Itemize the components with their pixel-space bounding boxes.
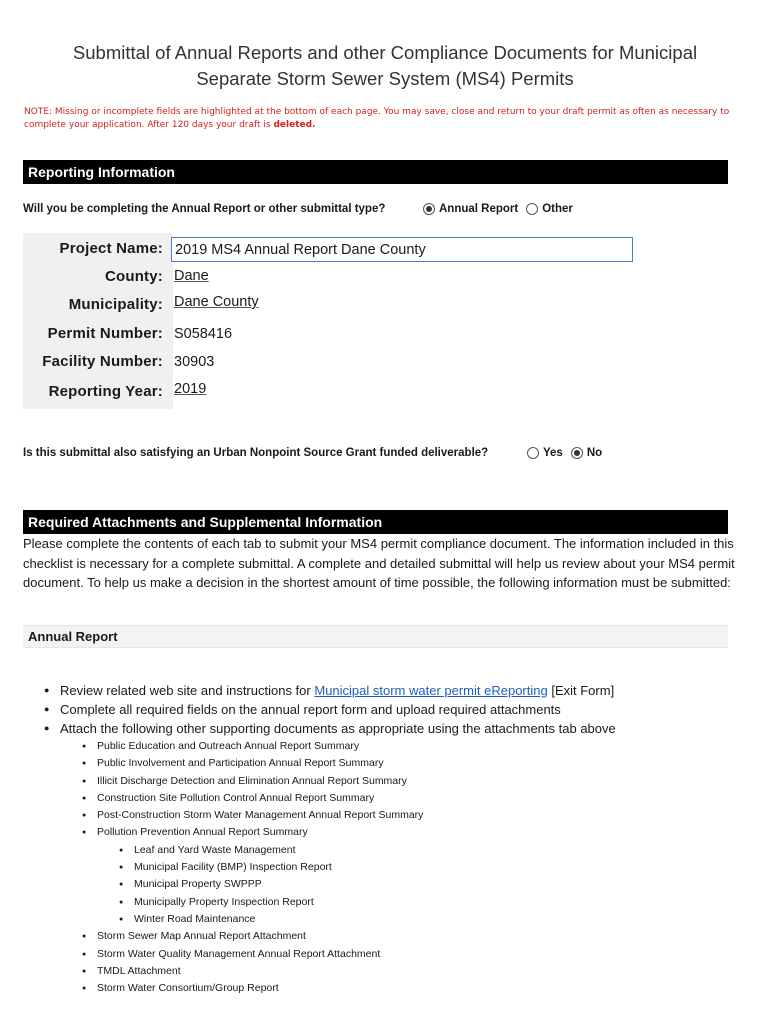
bullet1-suffix: [Exit Form] [547, 683, 615, 698]
grant-yes-label: Yes [543, 447, 563, 459]
project-name-label: Project Name: [59, 240, 163, 257]
pollution-prevention-list [119, 842, 734, 928]
attachments-instructions: Please complete the contents of each tab to submit your MS4 permit compliance document. The information included in this checklist is necessary for a complete submittal. A complete and detailed submittal will help us review about your MS4 permit document. To help us make a decision in the shortest amount of time possible, the following information must be submitted: [23, 536, 735, 590]
reporting-year-label: Reporting Year: [48, 383, 163, 400]
list-item: ● Storm Water Consortium/Group Report [82, 980, 734, 997]
grant-no-label: No [586, 447, 603, 459]
grant-yes-option[interactable] [527, 447, 563, 459]
other-label: Other [542, 203, 573, 215]
page-title [0, 40, 770, 92]
grant-yes-radio[interactable] [527, 447, 539, 459]
draft-note [24, 106, 739, 132]
list-item: ● Public Education and Outreach Annual Report Summary [82, 738, 734, 755]
reporting-year-value: 2019 [174, 381, 207, 397]
list-item: ● Winter Road Maintenance [119, 911, 734, 928]
submittal-type-question: Will you be completing the Annual Report or other submittal type? [23, 203, 386, 215]
list-item: ● Municipal Property SWPPP [119, 876, 734, 893]
facility-number-label: Facility Number: [42, 353, 163, 370]
list-item: ● Public Involvement and Participation Annual Report Summary [82, 755, 734, 772]
annual-report-heading: Annual Report [23, 625, 728, 648]
list-item: ● Leaf and Yard Waste Management [119, 842, 734, 859]
other-radio[interactable] [526, 203, 538, 215]
project-name-input[interactable] [171, 237, 633, 262]
permit-number-value: S058416 [174, 326, 233, 342]
grant-question: Is this submittal also satisfying an Urban Nonpoint Source Grant funded deliverable? [23, 447, 489, 459]
grant-no-option[interactable] [571, 447, 602, 459]
list-item: ● Storm Water Quality Management Annual Report Attachment [82, 946, 734, 963]
list-item: ● Municipally Property Inspection Report [119, 894, 734, 911]
list-item [44, 681, 734, 700]
submittal-type-radio-group [423, 203, 581, 215]
other-option[interactable] [526, 203, 573, 215]
reporting-section-header: Reporting Information [23, 160, 728, 184]
municipality-label: Municipality: [68, 296, 163, 313]
annual-report-label: Annual Report [439, 203, 519, 215]
annual-report-radio[interactable] [423, 203, 435, 215]
draft-note-text: NOTE: Missing or incomplete fields are highlighted at the bottom of each page. You may save, close and return to your draft permit as often as necessary to complete your application. After 120 days your draft is [24, 107, 730, 130]
municipality-value: Dane County [174, 294, 259, 310]
requirements-list [44, 681, 734, 997]
draft-note-bold: deleted. [273, 120, 316, 130]
list-item: ● Storm Sewer Map Annual Report Attachment [82, 928, 734, 945]
annual-report-option[interactable] [423, 203, 518, 215]
list-item [44, 719, 734, 997]
list-item: ● Construction Site Pollution Control Annual Report Summary [82, 790, 734, 807]
supporting-docs-list [82, 738, 734, 997]
list-item: ● Illicit Discharge Detection and Elimination Annual Report Summary [82, 773, 734, 790]
ereporting-link[interactable]: Municipal storm water permit eReporting [314, 683, 548, 698]
county-label: County: [104, 268, 163, 285]
page-title-line1: Submittal of Annual Reports and other Compliance Documents for Municipal [72, 42, 698, 63]
list-item: ● Municipal Facility (BMP) Inspection Report [119, 859, 734, 876]
list-item: ● Complete all required fields on the annual report form and upload required attachments [44, 700, 734, 719]
grant-no-radio[interactable] [571, 447, 583, 459]
attachments-section-header: Required Attachments and Supplemental Information [23, 510, 728, 534]
list-item: ● Post-Construction Storm Water Management Annual Report Summary [82, 807, 734, 824]
grant-radio-group [527, 447, 610, 459]
facility-number-value: 30903 [174, 354, 215, 370]
bullet3-text: Attach the following other supporting documents as appropriate using the attachments tab above [60, 721, 616, 736]
list-item [82, 824, 734, 928]
permit-number-label: Permit Number: [47, 325, 163, 342]
bullet1-prefix: Review related web site and instructions for [60, 683, 315, 698]
pollution-prevention-label: Pollution Prevention Annual Report Summary [97, 826, 308, 839]
list-item: ● TMDL Attachment [82, 963, 734, 980]
county-value: Dane [174, 268, 209, 284]
page-title-line2: Separate Storm Sewer System (MS4) Permits [196, 68, 574, 89]
